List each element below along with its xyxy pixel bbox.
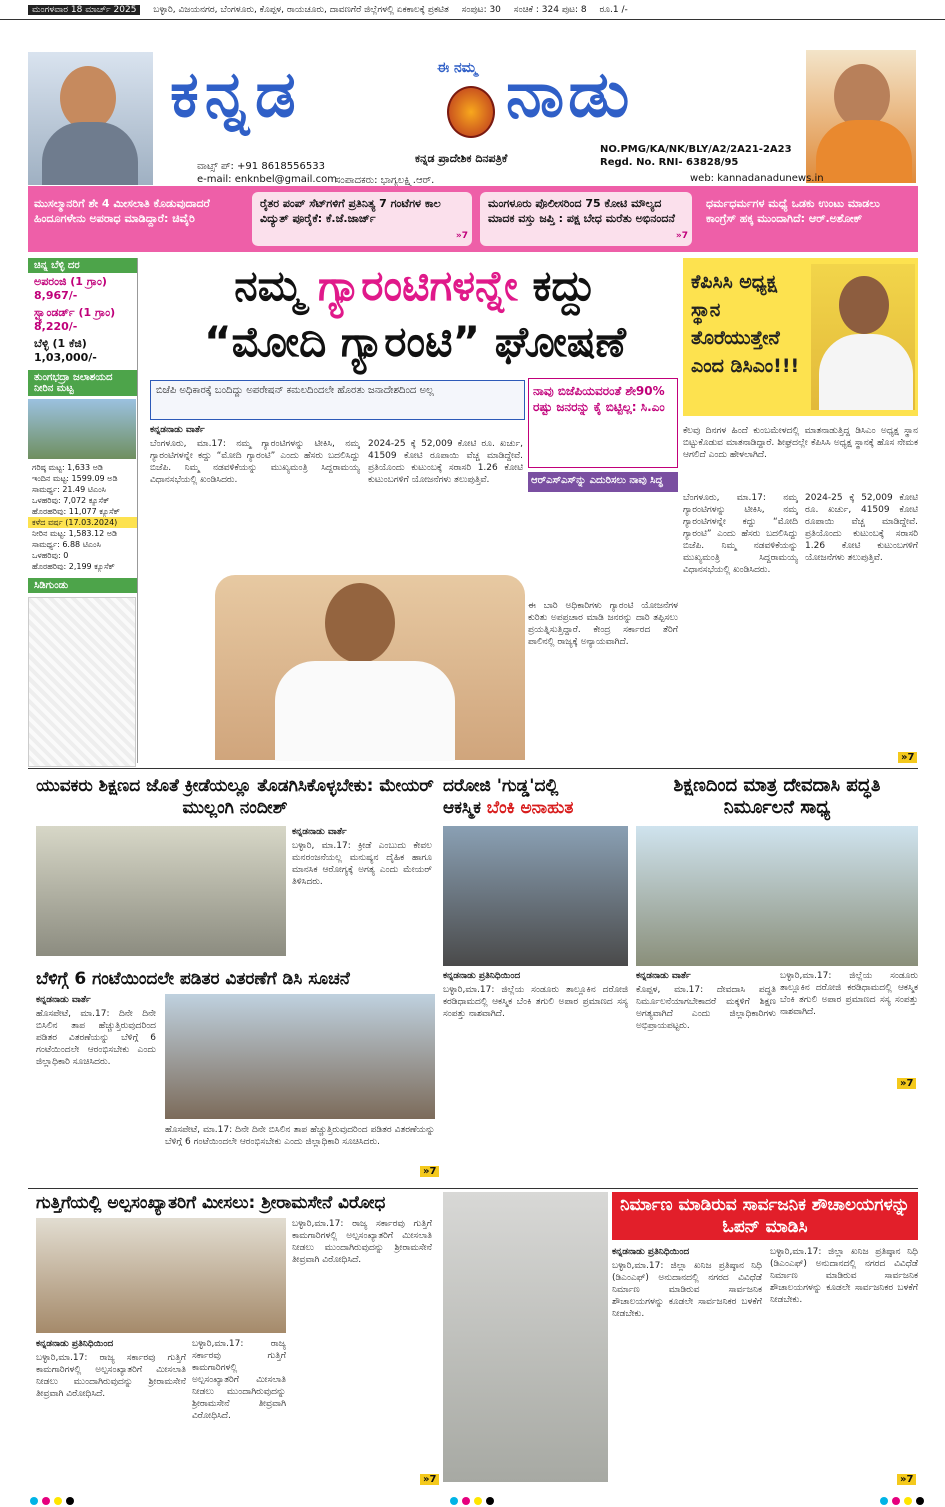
print-registration-marks <box>0 1495 945 1507</box>
dam-row: ನೀರಿನ ಮಟ್ಟ: 1,583.12 ಅಡಿ <box>32 529 118 538</box>
promo-2[interactable] <box>252 192 472 246</box>
dcm-body-col1: ಬೆಂಗಳೂರು, ಮಾ.17: ನಮ್ಮ ಗ್ಯಾರಂಟಿಗಳನ್ನು ಟೀಕಿಸಿ, ನಮ್ಮ ಗ್ಯಾರಂಟಿಗಳನ್ನೇ ಕದ್ದು “ಮೋದಿ ಗ್ಯಾರಂಟಿ” ಎಂದು ಹೆಸರು ಬದಲಿಸಿದ್ದು ಬಿಜೆಪಿ. ನಿಮ್ಮ ನಡವಳಿಕೆಯನ್ನು ಮುಖ್ಯಮಂತ್ರಿ ಸಿದ್ದರಾಮಯ್ಯ ವಿಧಾನಸಭೆಯಲ್ಲಿ ಖಂಡಿಸಿದರು. <box>683 493 798 575</box>
toilet-byline: ಕನ್ನಡನಾಡು ಪ್ರತಿನಿಧಿಯಿಂದ <box>612 1247 690 1257</box>
sriram-sene-body-3: ಬಳ್ಳಾರಿ,ಮಾ.17: ರಾಜ್ಯ ಸರ್ಕಾರವು ಗುತ್ತಿಗೆ ಕಾಮಗಾರಿಗಳಲ್ಲಿ ಅಲ್ಪಸಂಖ್ಯಾತರಿಗೆ ಮೀಸಲಾತಿ ನೀಡಲು ಮುಂದಾಗಿರುವುದನ್ನು ಶ್ರೀರಾಮಸೇನೆ ತೀವ್ರವಾಗಿ ವಿರೋಧಿಸಿದೆ. <box>292 1219 432 1265</box>
dam-row: ಹೊರಹರಿವು: 11,077 ಕ್ಯೂಸೆಕ್ <box>32 507 120 516</box>
chief-minister-photo <box>215 575 525 760</box>
dcm-body-col2: 2024-25 ಕ್ಕೆ 52,009 ಕೋಟಿ ರೂ. ಖರ್ಚು, 41509 ಕೋಟಿ ರೂಪಾಯಿ ವೆಚ್ಚ ಮಾಡಿದ್ದೇವೆ. ಪ್ರತಿಯೊಂದು ಕುಟುಂಬಕ್ಕೆ ಸರಾಸರಿ 1.26 ಕೋಟಿ ಕುಟುಂಬಗಳಿಗೆ ಯೋಜನೆಗಳು ತಲುಪುತ್ತಿವೆ. <box>805 493 918 563</box>
toilet-body: ಬಳ್ಳಾರಿ,ಮಾ.17: ಜಿಲ್ಲಾ ಖನಿಜ ಪ್ರತಿಷ್ಠಾನ ನಿಧಿ (ಡಿಎಂಎಫ್) ಅನುದಾನದಲ್ಲಿ ನಗರದ ವಿವಿಧೆಡೆ ನಿರ್ಮಾಣ ಮಾಡಿರುವ ಸಾರ್ವಜನಿಕ ಶೌಚಾಲಯಗಳನ್ನು ಕೂಡಲೇ ಸಾರ್ವಜನಿಕರ ಬಳಕೆಗೆ ನೀಡಬೇಕು. <box>612 1261 762 1319</box>
divider <box>28 1188 918 1189</box>
price: ರೂ.1 /- <box>599 5 628 15</box>
sriram-sene-photo <box>36 1218 286 1333</box>
masthead-photo-right <box>806 50 916 183</box>
toilet-headline: ನಿರ್ಮಾಣ ಮಾಡಿರುವ ಸಾರ್ವಜನಿಕ ಶೌಚಾಲಯಗಳನ್ನು ಓಪನ್ ಮಾಡಿಸಿ <box>612 1192 918 1240</box>
public-toilet-photo <box>443 1192 608 1482</box>
dam-row: ಸಾಮರ್ಥ್ಯ: 6.88 ಟಿಎಂಸಿ <box>32 540 101 549</box>
left-column <box>28 258 138 763</box>
gold-rate-1: ಅಪರಂಜಿ (1 ಗ್ರಾಂ) 8,967/- <box>34 275 107 302</box>
lead-headline <box>150 258 680 376</box>
ration-more[interactable]: »7 <box>420 1166 439 1177</box>
hill-fire-photo <box>443 826 628 966</box>
website: web: kannadanadunews.in <box>690 173 824 184</box>
karnataka-emblem-icon <box>447 86 495 138</box>
lead-byline: ಕನ್ನಡನಾಡು ವಾರ್ತೆ <box>150 425 205 435</box>
ration-body-2: ಹೊಸಪೇಟೆ, ಮಾ.17: ದಿನೇ ದಿನೇ ಬಿಸಿಲಿನ ತಾಪ ಹೆಚ್ಚುತ್ತಿರುವುದರಿಂದ ಪಡಿತರ ವಿತರಣೆಯನ್ನು ಬೆಳಿಗ್ಗೆ 6 ಗಂಟೆಯಿಂದಲೇ ಆರಂಭಿಸಬೇಕು ಎಂದು ಜಿಲ್ಲಾಧಿಕಾರಿ ಸೂಚಿಸಿದರು. <box>165 1125 435 1147</box>
sriram-sene-headline: ಗುತ್ತಿಗೆಯಲ್ಲಿ ಅಲ್ಪಸಂಖ್ಯಾತರಿಗೆ ಮೀಸಲು: ಶ್ರೀರಾಮಸೇನೆ ವಿರೋಧ <box>36 1193 386 1213</box>
top-info-bar <box>0 0 945 20</box>
promo-strip <box>28 186 918 252</box>
masthead-title-small: ಈ ನಮ್ಮ <box>437 60 478 76</box>
sriram-sene-more[interactable]: »7 <box>420 1474 439 1485</box>
fire-body: ಬಳ್ಳಾರಿ,ಮಾ.17: ಜಿಲ್ಲೆಯ ಸಂಡೂರು ತಾಲ್ಲೂಕಿನ ದರೋಜಿ ಕರಡಿಧಾಮದಲ್ಲಿ ಆಕಸ್ಮಿಕ ಬೆಂಕಿ ತಗುಲಿ ಅಪಾರ ಪ್ರಮಾಣದ ಸಸ್ಯ ಸಂಪತ್ತು ನಾಶವಾಗಿದೆ. <box>443 985 628 1019</box>
sports-byline: ಕನ್ನಡನಾಡು ವಾರ್ತೆ <box>292 827 347 837</box>
sports-event-photo <box>36 826 286 956</box>
lead-body-2: 2024-25 ಕ್ಕೆ 52,009 ಕೋಟಿ ರೂ. ಖರ್ಚು, 41509 ಕೋಟಿ ರೂಪಾಯಿ ವೆಚ್ಚ ಮಾಡಿದ್ದೇವೆ. ಪ್ರತಿಯೊಂದು ಕುಟುಂಬಕ್ಕೆ ಸರಾಸರಿ 1.26 ಕೋಟಿ ಕುಟುಂಬಗಳಿಗೆ ಯೋಜನೆಗಳು ತಲುಪುತ್ತಿವೆ. <box>368 439 523 485</box>
ration-headline: ಬೆಳಿಗ್ಗೆ 6 ಗಂಟೆಯಿಂದಲೇ ಪಡಿತರ ವಿತರಣೆಗೆ ಡಿಸಿ ಸೂಚನೆ <box>36 969 350 989</box>
whatsapp-number: ವಾಟ್ಸ್ ಪ್: +91 8618556533 <box>197 161 325 172</box>
devadasi-byline: ಕನ್ನಡನಾಡು ವಾರ್ತೆ <box>636 971 691 981</box>
dam-stats <box>28 462 137 572</box>
fire-headline <box>443 775 628 821</box>
sriram-sene-byline: ಕನ್ನಡನಾಡು ಪ್ರತಿನಿಧಿಯಿಂದ <box>36 1339 114 1349</box>
dam-row: ಇಂದಿನ ಮಟ್ಟ: 1599.09 ಅಡಿ <box>32 474 118 483</box>
dcm-photo <box>811 264 915 410</box>
cartoon-image <box>28 597 136 767</box>
divider <box>28 768 918 769</box>
promo-1[interactable]: ಮುಸಲ್ಮಾನರಿಗೆ ಶೇ 4 ಮೀಸಲಾತಿ ಕೊಡುವುದಾದರೆ ಹಿಂದೂಗಳೇನು ಅಪರಾಧ ಮಾಡಿದ್ದಾರೆ: ಚಿವೈರಿ <box>34 197 210 225</box>
fire-headline-c: ಆಕಸ್ಮಿಕ <box>443 798 487 818</box>
volume: ಸಂಪುಟ: 30 <box>461 5 501 15</box>
masthead-photo-left <box>28 52 153 185</box>
masthead-subtitle: ಕನ್ನಡ ಪ್ರಾದೇಶಿಕ ದಿನಪತ್ರಿಕೆ <box>415 152 508 165</box>
cartoon-title: ಸಿಡಿಗುಂಡು <box>28 578 137 593</box>
sriram-sene-body: ಬಳ್ಳಾರಿ,ಮಾ.17: ರಾಜ್ಯ ಸರ್ಕಾರವು ಗುತ್ತಿಗೆ ಕಾಮಗಾರಿಗಳಲ್ಲಿ ಅಲ್ಪಸಂಖ್ಯಾತರಿಗೆ ಮೀಸಲಾತಿ ನೀಡಲು ಮುಂದಾಗಿರುವುದನ್ನು ಶ್ರೀರಾಮಸೇನೆ ತೀವ್ರವಾಗಿ ವಿರೋಧಿಸಿದೆ. <box>36 1353 186 1399</box>
lead-headline-1c: ಕದ್ದು <box>517 261 596 310</box>
dam-row: ಸಾಮರ್ಥ್ಯ: 21.49 ಟಿಎಂಸಿ <box>32 485 106 494</box>
fire-headline-a: ದರೋಜಿ <box>443 776 497 796</box>
devadasi-body-2: ಬಳ್ಳಾರಿ,ಮಾ.17: ಜಿಲ್ಲೆಯ ಸಂಡೂರು ತಾಲ್ಲೂಕಿನ ದರೋಜಿ ಕರಡಿಧಾಮದಲ್ಲಿ ಆಕಸ್ಮಿಕ ಬೆಂಕಿ ತಗುಲಿ ಅಪಾರ ಪ್ರಮಾಣದ ಸಸ್ಯ ಸಂಪತ್ತು ನಾಶವಾಗಿದೆ. <box>780 971 918 1017</box>
dcm-box-text: ಕೆಪಿಸಿಸಿ ಅಧ್ಯಕ್ಷ ಸ್ಥಾನ ತೊರೆಯುತ್ತೇನೆ ಎಂದ ಡಿಸಿಎಂ!!! <box>691 271 800 377</box>
regd-line-1: NO.PMG/KA/NK/BLY/A2/2A21-2A23 <box>600 144 792 155</box>
ration-distribution-photo <box>165 994 435 1119</box>
cm-quote: ನಾವು ಬಿಜೆಪಿಯವರಂತೆ ಶೇ90% ರಷ್ಟು ಜನರನ್ನು ಕೈ ಬಿಟ್ಟಿಲ್ಲ: ಸಿ.ಎಂ <box>533 384 665 414</box>
sports-body: ಬಳ್ಳಾರಿ, ಮಾ.17: ಕ್ರೀಡೆ ಎಂಬುದು ಕೇವಲ ಮನರಂಜನೆಯಲ್ಲ ಮನುಷ್ಯನ ದೈಹಿಕ ಹಾಗೂ ಮಾನಸಿಕ ಆರೋಗ್ಯಕ್ಕೆ ಅಗತ್ಯ ಎಂದು ಮೇಯರ್ ತಿಳಿಸಿದರು. <box>292 841 432 887</box>
registration <box>600 143 792 169</box>
promo-2-text: ರೈತರ ಪಂಪ್ ಸೆಟ್‌ಗಳಿಗೆ ಪ್ರತಿನಿತ್ಯ 7 ಗಂಟೆಗಳ ಕಾಲ ವಿದ್ಯುತ್ ಪೂರೈಕೆ: ಕೆ.ಜೆ.ಜಾರ್ಜ್ <box>260 197 441 225</box>
issue-date: ಮಂಗಳವಾರ 18 ಮಾರ್ಚ್ 2025 <box>28 5 140 15</box>
dam-row: ಕಳೆದ ವರ್ಷ (17.03.2024) <box>28 517 137 528</box>
regd-line-2: Regd. No. RNI- 63828/95 <box>600 157 739 168</box>
masthead-title-left: ಕನ್ನಡ <box>170 58 302 132</box>
gold-rate-2: ಸ್ಟ್ಯಾಂಡರ್ಡ್ (1 ಗ್ರಾಂ) 8,220/- <box>34 306 116 333</box>
districts-line: ಬಳ್ಳಾರಿ, ವಿಜಯನಗರ, ಬೆಂಗಳೂರು, ಕೊಪ್ಪಳ, ರಾಯಚೂರು, ದಾವಣಗೆರೆ ಜಿಲ್ಲೆಗಳಲ್ಲಿ ಏಕಕಾಲಕ್ಕೆ ಪ್ರಕಟಿತ <box>153 5 449 15</box>
dam-title: ತುಂಗಭದ್ರಾ ಜಲಾಶಯದ ನೀರಿನ ಮಟ್ಟ <box>28 370 137 396</box>
promo-3-more[interactable]: »7 <box>675 231 688 241</box>
toilet-more[interactable]: »7 <box>897 1474 916 1485</box>
gold-rate-title: ಚಿನ್ನ ಬೆಳ್ಳಿ ದರ <box>28 258 137 273</box>
toilet-body-2: ಬಳ್ಳಾರಿ,ಮಾ.17: ಜಿಲ್ಲಾ ಖನಿಜ ಪ್ರತಿಷ್ಠಾನ ನಿಧಿ (ಡಿಎಂಎಫ್) ಅನುದಾನದಲ್ಲಿ ನಗರದ ವಿವಿಧೆಡೆ ನಿರ್ಮಾಣ ಮಾಡಿರುವ ಸಾರ್ವಜನಿಕ ಶೌಚಾಲಯಗಳನ್ನು ಕೂಡಲೇ ಸಾರ್ವಜನಿಕರ ಬಳಕೆಗೆ ನೀಡಬೇಕು. <box>770 1247 918 1305</box>
lead-headline-2: “ಮೋದಿ ಗ್ಯಾರಂಟಿ” ಘೋಷಣೆ <box>204 317 626 366</box>
dam-row: ಗರಿಷ್ಠ ಮಟ್ಟ: 1,633 ಅಡಿ <box>32 463 103 472</box>
issue-number: ಸಂಚಿಕೆ : 324 ಪುಟ: 8 <box>513 5 587 15</box>
dam-row: ಒಳಹರಿವು: 7,072 ಕ್ಯೂಸೆಕ್ <box>32 496 110 505</box>
fire-headline-b: 'ಗುಡ್ಡ'ದಲ್ಲಿ <box>496 776 559 796</box>
dam-row: ಹೊರಹರಿವು: 2,199 ಕ್ಯೂಸೆಕ್ <box>32 562 115 571</box>
lead-headline-1b: ಗ್ಯಾರಂಟಿಗಳನ್ನೇ <box>317 261 518 310</box>
dcm-box <box>683 258 918 416</box>
lead-body-1: ಬೆಂಗಳೂರು, ಮಾ.17: ನಮ್ಮ ಗ್ಯಾರಂಟಿಗಳನ್ನು ಟೀಕಿಸಿ, ನಮ್ಮ ಗ್ಯಾರಂಟಿಗಳನ್ನೇ ಕದ್ದು “ಮೋದಿ ಗ್ಯಾರಂಟಿ” ಎಂದು ಹೆಸರು ಬದಲಿಸಿದ್ದು ಬಿಜೆಪಿ. ನಿಮ್ಮ ನಡವಳಿಕೆಯನ್ನು ಮುಖ್ಯಮಂತ್ರಿ ಸಿದ್ದರಾಮಯ್ಯ ವಿಧಾನಸಭೆಯಲ್ಲಿ ಖಂಡಿಸಿದರು. <box>150 439 360 485</box>
promo-4-text: ಧರ್ಮಧರ್ಮಗಳ ಮಧ್ಯೆ ಒಡಕು ಉಂಟು ಮಾಡಲು ಕಾಂಗ್ರೆಸ್ ಹಕ್ಕ ಮುಂದಾಗಿದೆ: ಆರ್.ಅಶೋಕ್ <box>706 197 880 225</box>
fire-byline: ಕನ್ನಡನಾಡು ಪ್ರತಿನಿಧಿಯಿಂದ <box>443 971 521 981</box>
lead-sidebox: ಬಿಜೆಪಿ ಅಧಿಕಾರಕ್ಕೆ ಬಂದಿದ್ದು ಅಪರೇಷನ್ ಕಮಲದಿಂದಲೇ ಹೊರತು ಜನಾದೇಶದಿಂದ ಅಲ್ಲ <box>150 380 525 420</box>
promo-2-more[interactable]: »7 <box>455 231 468 241</box>
promo-3[interactable] <box>480 192 692 246</box>
dam-row: ಒಳಹರಿವು: 0 <box>32 551 69 560</box>
editor-line: ಸಂಪಾದಕರು: ಭಾಗ್ಯಲಕ್ಷ್ಮಿ.ಆರ್. <box>335 175 435 186</box>
cm-quote-box <box>528 378 678 468</box>
sports-headline: ಯುವಕರು ಶಿಕ್ಷಣದ ಜೊತೆ ಕ್ರೀಡೆಯಲ್ಲೂ ತೊಡಗಿಸಿಕೊಳ್ಳಬೇಕು: ಮೇಯರ್ ಮುಲ್ಲಂಗಿ ನಂದೀಶ್ <box>36 776 434 818</box>
ration-body: ಹೊಸಪೇಟೆ, ಮಾ.17: ದಿನೇ ದಿನೇ ಬಿಸಿಲಿನ ತಾಪ ಹೆಚ್ಚುತ್ತಿರುವುದರಿಂದ ಪಡಿತರ ವಿತರಣೆಯನ್ನು ಬೆಳಿಗ್ಗೆ 6 ಗಂಟೆಯಿಂದಲೇ ಆರಂಭಿಸಬೇಕು ಎಂದು ಜಿಲ್ಲಾಧಿಕಾರಿ ಸೂಚಿಸಿದರು. <box>36 1009 156 1067</box>
fire-headline-d: ಬೆಂಕಿ ಅನಾಹುತ <box>486 798 574 818</box>
devadasi-headline: ಶಿಕ್ಷಣದಿಂದ ಮಾತ್ರ ದೇವದಾಸಿ ಪದ್ಧತಿ ನಿರ್ಮೂಲನೆ ಸಾಧ್ಯ <box>673 775 881 818</box>
dcm-more[interactable]: »7 <box>898 752 917 763</box>
promo-4[interactable] <box>700 192 914 246</box>
promo-3-text: ಮಂಗಳೂರು ಪೊಲೀಸರಿಂದ 75 ಕೋಟಿ ಮೌಲ್ಯದ ಮಾದಕ ವಸ್ತು ಜಪ್ತಿ : ಪಕ್ಷ ಬೇಧ ಮರೆತು ಅಭಿನಂದನೆ <box>488 197 675 225</box>
devadasi-more[interactable]: »7 <box>897 1078 916 1089</box>
email: e-mail: enknbel@gmail.com <box>197 174 337 185</box>
lead-body-3: ಈ ಬಾರಿ ಅಧಿಕಾರಿಗಳು ಗ್ಯಾರಂಟಿ ಯೋಜನೆಗಳ ಕುರಿತು ಅಪಪ್ರಚಾರ ಮಾಡಿ ಜನರನ್ನು ದಾರಿ ತಪ್ಪಿಸಲು ಪ್ರಯತ್ನಿಸುತ್ತಿದ್ದಾರೆ. ಕೇಂದ್ರ ಸರ್ಕಾರದ ತೆರಿಗೆ ಪಾಲಿನಲ್ಲಿ ರಾಜ್ಯಕ್ಕೆ ಅನ್ಯಾಯವಾಗಿದೆ. <box>528 601 678 647</box>
silver-rate: ಬೆಳ್ಳಿ (1 ಕೆಜಿ) 1,03,000/- <box>34 337 97 364</box>
ration-byline: ಕನ್ನಡನಾಡು ವಾರ್ತೆ <box>36 995 91 1005</box>
sriram-sene-body-2: ಬಳ್ಳಾರಿ,ಮಾ.17: ರಾಜ್ಯ ಸರ್ಕಾರವು ಗುತ್ತಿಗೆ ಕಾಮಗಾರಿಗಳಲ್ಲಿ ಅಲ್ಪಸಂಖ್ಯಾತರಿಗೆ ಮೀಸಲಾತಿ ನೀಡಲು ಮುಂದಾಗಿರುವುದನ್ನು ಶ್ರೀರಾಮಸೇನೆ ತೀವ್ರವಾಗಿ ವಿರೋಧಿಸಿದೆ. <box>192 1339 286 1421</box>
lead-headline-1a: ನಮ್ಮ <box>234 261 318 310</box>
rss-box-title: ಆರ್‌ಎಸ್‌ಎಸ್‌ನ್ನು ಎದುರಿಸಲು ನಾವು ಸಿದ್ಧ <box>531 475 663 486</box>
devadasi-event-photo <box>636 826 918 966</box>
devadasi-body: ಕೊಪ್ಪಳ, ಮಾ.17: ದೇವದಾಸಿ ಪದ್ಧತಿ ನಿರ್ಮೂಲನೆಯಾಗಬೇಕಾದರೆ ಮಕ್ಕಳಿಗೆ ಶಿಕ್ಷಣ ಅಗತ್ಯವಾಗಿದೆ ಎಂದು ಜಿಲ್ಲಾಧಿಕಾರಿಗಳು ಅಭಿಪ್ರಾಯಪಟ್ಟರು. <box>636 985 776 1031</box>
dam-photo <box>28 399 136 459</box>
masthead-title-right: ನಾಡು <box>506 58 634 132</box>
dcm-body: ಕೆಲವು ದಿನಗಳ ಹಿಂದೆ ಕುಂಬಮೇಳದಲ್ಲಿ ಮಾತನಾಡುತ್ತಿದ್ದ ಡಿಸಿಎಂ ಅಧ್ಯಕ್ಷ ಸ್ಥಾನ ಬಿಟ್ಟುಕೊಡುವ ಮಾತನಾಡಿದ್ದಾರೆ. ಶೀಘ್ರದಲ್ಲೇ ಕೆಪಿಸಿಸಿ ಅಧ್ಯಕ್ಷ ಸ್ಥಾನಕ್ಕೆ ಹೊಸ ನೇಮಕ ಆಗಲಿದೆ ಎಂದು ಹೇಳಲಾಗಿದೆ. <box>683 426 918 460</box>
